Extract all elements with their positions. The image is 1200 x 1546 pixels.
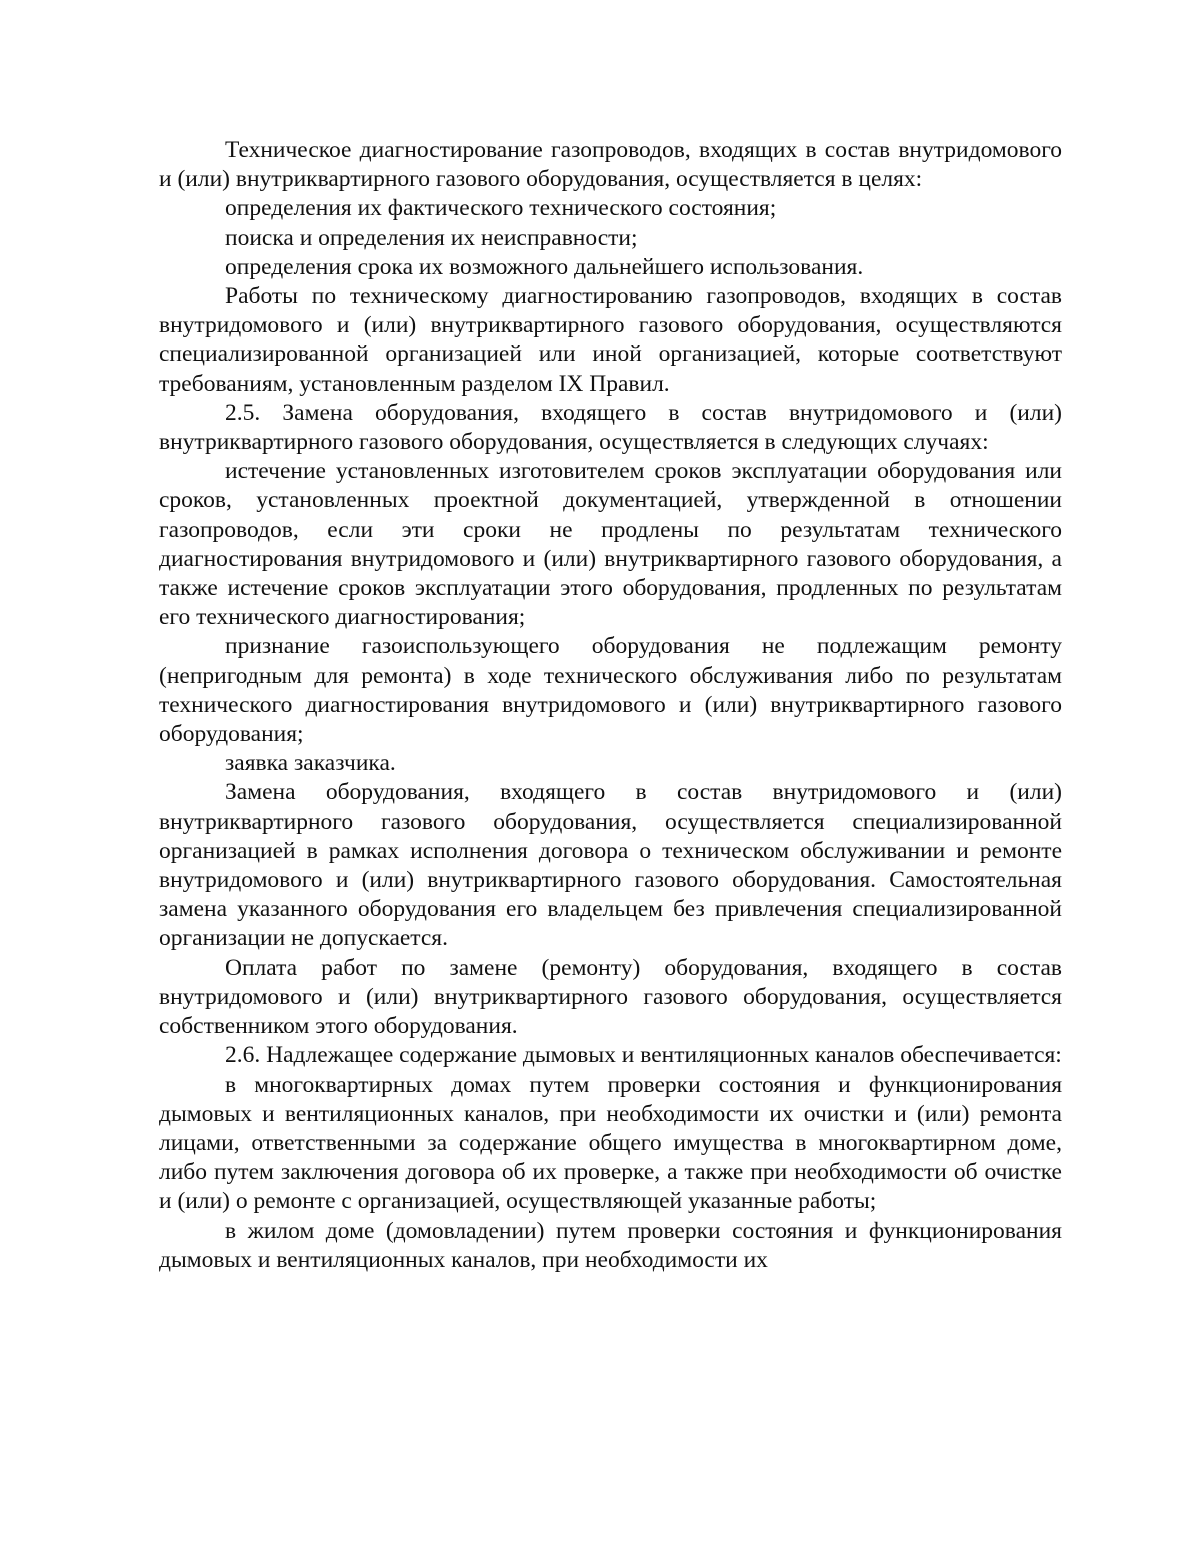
document-body — [159, 136, 1062, 1275]
list-item-fault-search: поиска и определения их неисправности; — [225, 224, 638, 251]
paragraph-replacement-payment: Оплата работ по замене (ремонту) оборудования, входящего в состав внутридомового и (или) внутриквартирного газового оборудования, осуществляется собственником этого оборудования. — [159, 954, 1062, 1040]
list-item-private-house: в жилом доме (домовладении) путем проверки состояния и функционирования дымовых и вентиляционных каналов, при необходимости их — [159, 1217, 1062, 1273]
paragraph-replacement-performer: Замена оборудования, входящего в состав внутридомового и (или) внутриквартирного газового оборудования, осуществляется специализированной организацией в рамках исполнения договора о техническом обслуживании и ремонте внутридомового и (или) внутриквартирного газового оборудования. Самостоятельная замена указанного оборудования его владельцем без привлечения специализированной организации не допускается. — [159, 779, 1062, 952]
list-item-unrepairable: признание газоиспользующего оборудования не подлежащим ремонту (непригодным для ремонта) в ходе технического обслуживания либо по результатам технического диагностирования внутридомового и (или) внутриквартирного газового оборудования; — [159, 633, 1062, 748]
list-item-apartment-buildings: в многоквартирных домах путем проверки состояния и функционирования дымовых и вентиляционных каналов, при необходимости их очистки и (или) ремонта лицами, ответственными за содержание общего имущества в многоквартирном доме, либо путем заключения договора об их проверке, а также при необходимости об очистке и (или) о ремонте с организацией, осуществляющей указанные работы; — [159, 1071, 1062, 1215]
list-item-actual-state: определения их фактического технического состояния; — [225, 195, 777, 222]
paragraph-diagnostics-performers: Работы по техническому диагностированию газопроводов, входящих в состав внутридомового и (или) внутриквартирного газового оборудования, осуществляются специализированной организацией или иной организацией, которые соответствуют требованиям, установленным разделом IX Правил. — [159, 283, 1062, 397]
paragraph-section-2-6: 2.6. Надлежащее содержание дымовых и вентиляционных каналов обеспечивается: — [225, 1042, 1062, 1069]
paragraph-section-2-5: 2.5. Замена оборудования, входящего в состав внутридомового и (или) внутриквартирного газового оборудования, осуществляется в следующих случаях: — [159, 399, 1062, 456]
list-item-customer-request: заявка заказчика. — [225, 750, 396, 777]
list-item-expiry: истечение установленных изготовителем сроков эксплуатации оборудования или сроков, установленных проектной документацией, утвержденной в отношении газопроводов, если эти сроки не продлены по результатам технического диагностирования внутридомового и (или) внутриквартирного газового оборудования, а также истечение сроков эксплуатации этого оборудования, продленных по результатам его технического диагностирования; — [159, 458, 1062, 631]
list-item-service-life: определения срока их возможного дальнейшего использования. — [225, 253, 864, 280]
paragraph-diagnostics-purpose: Техническое диагностирование газопроводов, входящих в состав внутридомового и (или) внутриквартирного газового оборудования, осуществляется в целях: — [159, 137, 1062, 193]
